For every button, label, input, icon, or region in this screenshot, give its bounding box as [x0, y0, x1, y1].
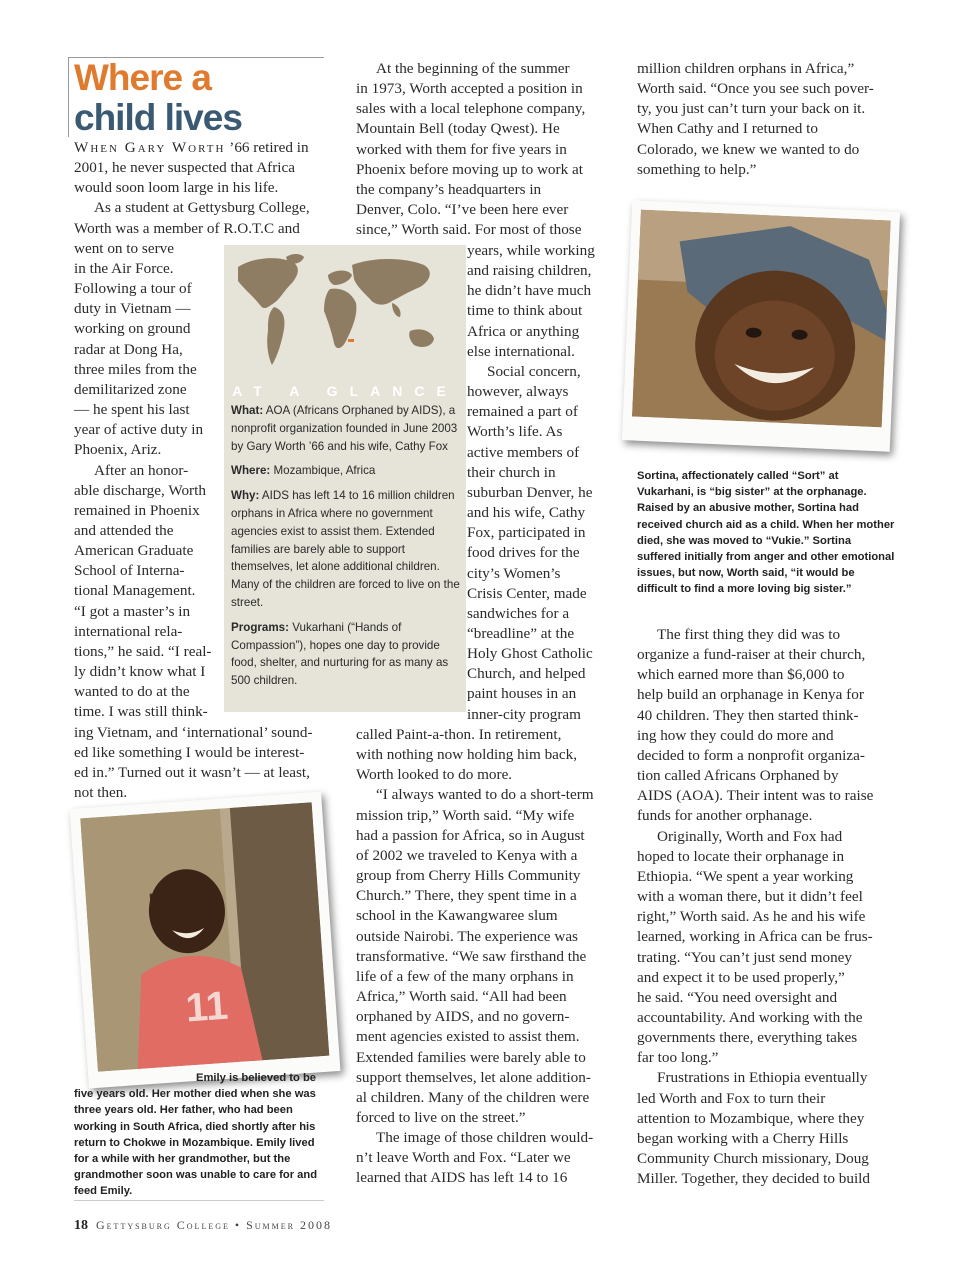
col1-line: radar at Dong Ha, — [74, 340, 183, 358]
col1-line: ly didn’t know what I — [74, 663, 206, 681]
column-2-top — [356, 59, 606, 240]
col2-line: active members of — [467, 443, 580, 461]
col2-line: Mountain Bell (today Qwest). He — [356, 120, 560, 138]
col1-line: Following a tour of — [74, 280, 192, 298]
col2-line: group from Cherry Hills Community — [356, 867, 581, 885]
col1-line: three miles from the — [74, 360, 197, 378]
col1-line: time. I was still think- — [74, 703, 208, 721]
col2-line: Denver, Colo. “I’ve been here ever — [356, 201, 569, 219]
col2-line: he didn’t have much — [467, 282, 592, 300]
col1-line: able discharge, Worth — [74, 481, 206, 499]
col1-line: — he spent his last — [74, 401, 190, 419]
col2-line: Africa or anything — [467, 322, 580, 340]
headline-line-2: child lives — [74, 97, 242, 138]
col1-line: Worth was a member of R.O.T.C and — [74, 219, 300, 237]
col1-line: 2001, he never suspected that Africa — [74, 159, 295, 177]
col3-line: far too long.” — [637, 1049, 719, 1067]
col2-line: their church in — [467, 463, 556, 481]
col2-line: Crisis Center, made — [467, 584, 587, 602]
col2-line: years, while working — [467, 242, 595, 259]
col3-line: Originally, Worth and Fox had — [657, 827, 843, 845]
col3-line: which earned more than $6,000 to — [637, 666, 845, 684]
col2-line: and his wife, Cathy — [467, 504, 586, 522]
col1-line: duty in Vietnam — — [74, 300, 191, 318]
col1-line: would soon loom large in his life. — [74, 179, 279, 197]
col1-line: and attended the — [74, 521, 174, 539]
col3-line: Worth said. “Once you see such pover- — [637, 80, 874, 98]
col1-line: not then. — [74, 784, 128, 801]
col2-line: forced to live on the street.” — [356, 1108, 526, 1126]
column-2-narrow — [467, 241, 607, 725]
col3-line: tion called Africans Orphaned by — [637, 767, 839, 785]
col2-line: Fox, participated in — [467, 524, 586, 542]
title-rule-vertical — [68, 57, 69, 137]
col3-line: When Cathy and I returned to — [637, 120, 818, 138]
col2-line: had a passion for Africa, so in August — [356, 826, 585, 844]
col3-line: Colorado, we knew we wanted to do — [637, 140, 860, 158]
col2-line: outside Nairobi. The experience was — [356, 927, 578, 945]
column-3-top — [637, 59, 897, 180]
svg-text:11: 11 — [184, 983, 230, 1031]
col2-line: transformative. “We saw firsthand the — [356, 947, 587, 965]
col2-line: mission trip,” Worth said. “My wife — [356, 806, 575, 824]
col2-line: suburban Denver, he — [467, 483, 593, 501]
col2-line: life of a few of the many orphans in — [356, 967, 574, 985]
col2-line: else international. — [467, 342, 575, 360]
footer-rule — [74, 1200, 324, 1201]
col2-line: of 2002 we traveled to Kenya with a — [356, 846, 578, 864]
col2-line: paint houses in an — [467, 685, 577, 703]
col3-line: governments there, everything takes — [637, 1029, 858, 1047]
col3-line: Community Church missionary, Doug — [637, 1150, 869, 1168]
col1-line: wanted to do at the — [74, 683, 190, 701]
col2-line: sandwiches for a — [467, 604, 570, 622]
col2-line: orphaned by AIDS, and no govern- — [356, 1008, 570, 1026]
col2-line: and raising children, — [467, 262, 592, 280]
col1-line: ing Vietnam, and ‘international’ sound- — [74, 723, 313, 741]
column-2-bottom — [356, 725, 606, 1189]
col2-line: however, always — [467, 383, 569, 401]
col1-line: working on ground — [74, 320, 191, 338]
col3-line: trating. “You can’t just send money — [637, 948, 852, 966]
emily-photo — [70, 792, 341, 1089]
col2-line: Church.” There, they spent time in a — [356, 887, 577, 905]
col2-line: n’t leave Worth and Fox. “Later we — [356, 1149, 571, 1167]
col2-line: in 1973, Worth accepted a position in — [356, 80, 583, 98]
glance-programs: Programs: Vukarhani (“Hands of Compassion”), hopes one day to provide food, shelter, and nurturing for as many as 500 children. — [231, 620, 449, 688]
col3-line: 40 children. They then started think- — [637, 706, 859, 724]
col2-line: food drives for the — [467, 544, 580, 562]
col3-line: organize a fund-raiser at their church, — [637, 646, 866, 664]
col2-line: with nothing now holding him back, — [356, 746, 578, 764]
col2-line: learned that AIDS has left 14 to 16 — [356, 1169, 568, 1187]
col3-line: help build an orphanage in Kenya for — [637, 686, 864, 704]
col2-line: remained a part of — [467, 403, 578, 421]
emily-caption-rest: five years old. Her mother died when she was three years old. Her father, who had been working in South Africa, died shortly after his return to Chokwe in Mozambique. Emily lived for a while with her grandmother, but the grandmother soon was unable to care for and feed Emily. — [74, 1088, 318, 1198]
col2-line: “I always wanted to do a short-term — [376, 786, 594, 804]
col2-line: Worth’s life. As — [467, 423, 563, 441]
col3-line: decided to form a nonprofit organiza- — [637, 746, 865, 764]
col2-line: worked with them for five years in — [356, 140, 567, 158]
col1-line: demilitarized zone — [74, 380, 187, 398]
col3-line: learned, working in Africa can be frus- — [637, 928, 873, 946]
page-number: 18 — [74, 1218, 88, 1233]
col1-line: School of Interna- — [74, 562, 185, 580]
col3-line: The first thing they did was to — [657, 626, 841, 643]
col1-line: tional Management. — [74, 582, 196, 600]
col1-line: After an honor- — [94, 461, 189, 479]
page-footer — [74, 1218, 332, 1234]
col1-line: year of active duty in — [74, 421, 204, 439]
column-3-bottom — [637, 625, 897, 1189]
at-a-glance-body — [231, 402, 461, 697]
col3-line: began working with a Cherry Hills — [637, 1129, 849, 1147]
col2-line: Extended families were barely able to — [356, 1048, 586, 1066]
sortina-photo — [622, 200, 900, 451]
emily-caption-first-line: Emily is believed to be — [196, 1072, 316, 1084]
col2-line: Phoenix before moving up to work at — [356, 160, 583, 178]
col3-line: with a woman there, but it didn’t feel — [637, 888, 863, 906]
col3-line: AIDS (AOA). Their intent was to raise — [637, 787, 874, 805]
col3-line: something to help.” — [637, 160, 757, 178]
col2-line: since,” Worth said. For most of those — [356, 221, 582, 239]
col3-line: right,” Worth said. As he and his wife — [637, 908, 866, 926]
col1-line: tions,” he said. “I real- — [74, 642, 212, 660]
glance-what: What: AOA (Africans Orphaned by AIDS), a nonprofit organization founded in June 2003 by Gary Worth ’66 and his wife, Cathy Fox — [231, 404, 458, 453]
col2-line: At the beginning of the summer — [376, 60, 570, 77]
at-a-glance-box — [224, 245, 466, 712]
col3-line: Miller. Together, they decided to build — [637, 1170, 870, 1188]
col2-line: ment agencies existed to assist them. — [356, 1028, 580, 1046]
col1-line: As a student at Gettysburg College, — [94, 199, 310, 217]
col2-line: city’s Women’s — [467, 564, 561, 582]
col1-line: ed in.” Turned out it wasn’t — at least, — [74, 763, 310, 781]
col3-line: ty, you just can’t turn your back on it. — [637, 100, 866, 118]
col1-line: in the Air Force. — [74, 259, 174, 277]
emily-photo-image — [80, 802, 329, 1072]
col2-line: Holy Ghost Catholic — [467, 645, 593, 663]
col1-line: ed like something I would be interest- — [74, 743, 305, 761]
col2-line: time to think about — [467, 302, 583, 320]
col2-line: called Paint-a-thon. In retirement, — [356, 726, 562, 743]
glance-where: Where: Mozambique, Africa — [231, 464, 376, 478]
col1-line: Phoenix, Ariz. — [74, 441, 162, 459]
col1-line: American Graduate — [74, 542, 194, 560]
col2-line: school in the Kawangwaree slum — [356, 907, 558, 925]
col1-line: “I got a master’s in — [74, 602, 191, 620]
col2-line: “breadline” at the — [467, 624, 575, 642]
col2-line: inner-city program — [467, 705, 581, 723]
col2-line: Africa,” Worth said. “All had been — [356, 988, 567, 1006]
col2-line: sales with a local telephone company, — [356, 100, 586, 118]
col2-line: the company’s headquarters in — [356, 180, 542, 198]
col3-line: million children orphans in Africa,” — [637, 60, 855, 77]
at-a-glance-heading: AT A GLANCE — [232, 383, 458, 399]
col3-line: and expect it to be used properly,” — [637, 968, 845, 986]
col1-line: international rela- — [74, 622, 183, 640]
col3-line: ing how they could do more and — [637, 726, 834, 744]
col2-line: Worth looked to do more. — [356, 766, 513, 784]
col1-line: When Gary Worth ’66 retired in — [74, 139, 309, 156]
col3-line: funds for another orphanage. — [637, 807, 813, 825]
headline-line-1: Where a — [74, 57, 211, 98]
sortina-photo-image — [632, 210, 891, 428]
col1-line: went on to serve — [74, 239, 174, 257]
col3-line: Frustrations in Ethiopia eventually — [657, 1069, 868, 1087]
sortina-caption: Sortina, affectionately called “Sort” at Vukarhani, is “big sister” at the orphanage. Raised by an abusive mother, Sortina had received church aid as a child. When her mother died, she was moved to “Vukie.” Sortina suffered initially from anger and other emotional issues, but now, Worth said, “it would be difficult to find a more loving big sister.” — [637, 470, 895, 596]
col2-line: The image of those children would- — [376, 1129, 594, 1147]
col3-line: accountability. And working with the — [637, 1008, 863, 1026]
emily-caption — [74, 1070, 332, 1200]
glance-why: Why: AIDS has left 14 to 16 million children orphans in Africa where no government agencies exist to assist them. Extended families are barely able to support themselves, let alone additional children. Many of the children are forced to live on the street. — [231, 489, 460, 609]
lead-in-caps: When Gary Worth — [74, 139, 226, 156]
col3-line: he said. “You need oversight and — [637, 988, 838, 1006]
col2-line: Church, and helped — [467, 665, 586, 683]
col3-line: attention to Mozambique, where they — [637, 1109, 865, 1127]
col2-line: Social concern, — [487, 362, 581, 380]
col1-line: remained in Phoenix — [74, 501, 200, 519]
col3-line: hoped to locate their orphanage in — [637, 847, 845, 865]
col3-line: Ethiopia. “We spent a year working — [637, 867, 854, 885]
col2-line: al children. Many of the children were — [356, 1088, 590, 1106]
col2-line: support themselves, let alone addition- — [356, 1068, 591, 1086]
world-map-image — [224, 245, 466, 385]
publication-name: Gettysburg College • Summer 2008 — [96, 1218, 332, 1232]
col3-line: led Worth and Fox to turn their — [637, 1089, 826, 1107]
